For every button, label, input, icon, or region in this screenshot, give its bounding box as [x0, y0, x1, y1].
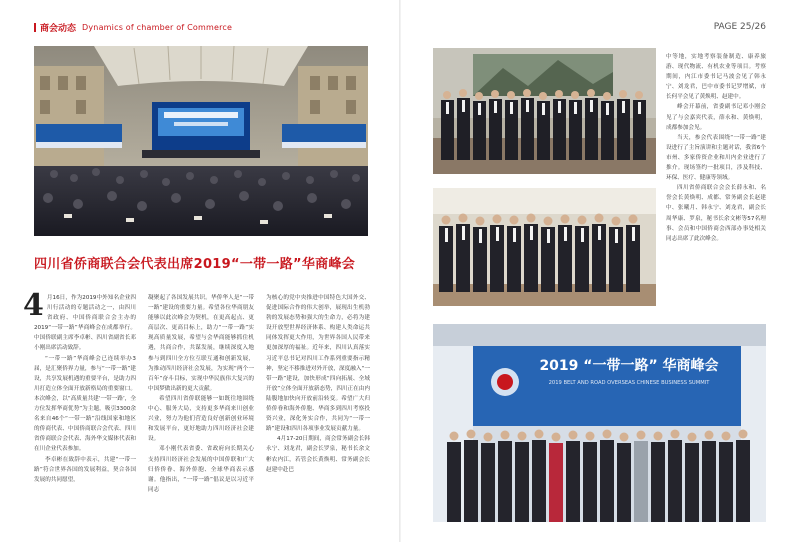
paragraph: 4月17-20日期间，商会常务副会长韩永宁、刘龙君，副会长罗泉，秘书长余文彬农内江，若管会长黄焕明、常务副会长赵建中赴巴	[266, 436, 370, 473]
banner-subtitle: 2019 BELT AND ROAD OVERSEAS CHINESE BUSINESS SUMMIT	[548, 380, 710, 386]
paragraph: “一带一路”华商峰会已连续举办3届，是汇聚侨界力量，参与“一带一路”建设，共享发展机遇的重要平台，是助力四川打造立体全面开放新格局的重要窗口。本次峰会，以“高质量共建‘一带一路’，全方位发挥华商优势”为主题，吸引3300余名来自46个“一带一路”沿线国家和地区的侨商代表、中国侨商联合会代表、四川省侨商联合会代表、海外华文媒体代表和在川企业代表参加。	[34, 355, 136, 453]
paragraph: 中等地，实地考察装备制造、康养旅游、现代物流、有机农业等项目。考察期间，内江市委书记马波会见了韩永宁、刘龙君，巴中市委书记罗增斌，市长何平会见了黄焕明、赵建中。	[666, 54, 766, 101]
article-column-1	[23, 288, 136, 485]
page-number: PAGE 25/26	[713, 22, 766, 32]
section-title-cn: 商会动态	[40, 23, 77, 34]
paragraph: 当天，参会代表围绕“一带一路”建设进行了主旨演讲和主题对话，我省6个市州、多家侨资企业和川内企业进行了推介。现场签约一批项目，涉及科技、环保、医疗、健康等领域。	[666, 134, 766, 182]
paragraph: 月16日，作为2019中外知名企业四川行活动的专题活动之一，由四川省政府、中国侨商联合会主办的2019“一带一路”华商峰会在成都举行。中国侨联副主席李卓彬、四川省副省长邓小刚出席活动致辞。	[34, 295, 136, 352]
drop-cap: 4	[23, 288, 44, 323]
article-column-2	[148, 293, 254, 495]
paragraph: 凝聚起了各国发展共识。华侨华人是“一带一路”建设的重要力量。希望各位华商朋友能够以此次峰会为契机，在更高起点、更高层次、更高目标上，助力“一带一路”实现高质量发展，希望与会华商能够抓住机遇，共商合作，共谋发展，继续深度入地参与到四川全方位互联互通和创新发展，为推动四川经济社会发展，为实现“两个一百年”奋斗目标，实现中华民族伟大复兴的中国梦做出新的更大贡献。	[148, 295, 254, 392]
paragraph: 李卓彬在致辞中表示，共建“一带一路”符合世界各国的发展利益，契合各国发展的共同愿望，	[34, 456, 136, 483]
paragraph: 峰会开幕前，省委副书记邓小刚会见了与会嘉宾代表，薛永和、黄焕明，成都参加会见。	[666, 104, 766, 131]
article-column-3	[266, 293, 370, 475]
article-column-4	[666, 52, 766, 244]
banner-title: 2019 “一带一路” 华商峰会	[539, 358, 719, 374]
paragraph: 为核心的党中央推进中国特色大国外交、促进国际合作的伟大创举，展现出生机勃勃的发展态势和强大的生命力，必将为建设开放型世界经济体系、构建人类命运共同体发挥更大作用，为世界各国人民带来更加深厚的福祉。近年来，四川认真落实习近平总书记对四川工作系列重要指示精神，坚定不移推进对外开放，深度融入“一带一路”建设，加快形成“四向拓展、全域开放”立体全面开放新态势，四川正在由内陆腹地加快向开放前沿转变。希望广大归侨侨眷和海外侨胞、华商多到四川考察投资兴业，深化务实合作，共同为“一带一路”建设和四川各项事业发展贡献力量。	[266, 295, 370, 433]
group-photo-1	[433, 48, 656, 174]
conference-hall-photo	[34, 46, 368, 236]
section-title-en: Dynamics of chamber of Commerce	[82, 22, 233, 32]
paragraph: 邓小刚代表省委、省政府向长期关心支持四川经济社会发展的中国侨联和广大归侨侨眷、海外侨胞、全球华商表示感谢。他指出，“一带一路”倡议是以习近平同志	[148, 446, 254, 493]
section-header	[34, 20, 232, 34]
page-gutter	[399, 0, 401, 542]
summit-group-photo	[433, 324, 766, 522]
group-photo-2	[433, 188, 656, 306]
paragraph: 希望四川省侨联能够一如既往地围绕中心、服务大局，支持更多华商来川创业兴业，努力为他们营造良好创新创业环境和发展平台，更好地助力四川经济社会建设。	[148, 395, 254, 443]
paragraph: 四川省侨商联合会会长薛永和、名誉会长黄焕明、成都、常务副会长赵建中、张曦月、韩永宁、刘龙君，副会长周华康、罗泉，秘书长余文彬等57名理事、会员和中国侨商会西部办事处相关同志出席了此次峰会。	[666, 185, 766, 242]
section-marker	[34, 23, 36, 32]
article-title: 四川省侨商联合会代表出席2019“一带一路”华商峰会	[34, 257, 356, 272]
